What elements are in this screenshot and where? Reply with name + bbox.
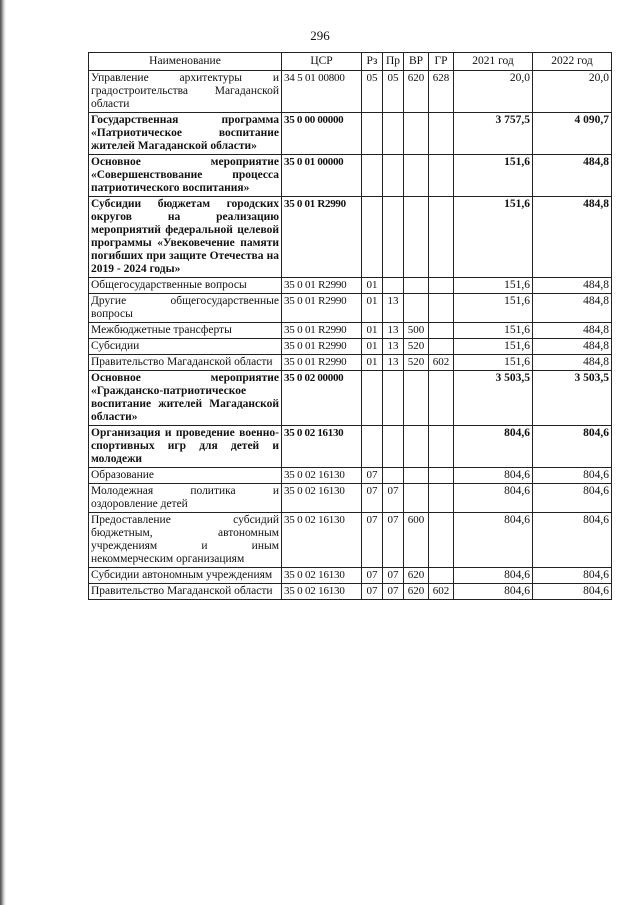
cell-gr: 628 [429,71,454,113]
cell-csr: 35 0 02 16130 [282,484,362,513]
cell-gr [429,426,454,468]
table-header-row [89,53,612,71]
cell-gr [429,294,454,323]
cell-2022: 20,0 [533,71,612,113]
cell-vr [404,197,429,278]
table-row [89,468,612,484]
table-row [89,584,612,600]
cell-name: Общегосударственные вопросы [89,278,282,294]
cell-csr: 35 0 02 16130 [282,584,362,600]
cell-vr: 620 [404,568,429,584]
cell-vr: 520 [404,355,429,371]
cell-name: Государственная программа «Патриотическое воспитание жителей Магаданской области» [89,113,282,155]
cell-pr [383,155,404,197]
cell-gr [429,278,454,294]
cell-csr: 35 0 01 R2990 [282,339,362,355]
header-rz: Рз [362,53,383,71]
cell-rz: 01 [362,278,383,294]
cell-csr: 35 0 01 R2990 [282,197,362,278]
cell-name: Организация и проведение военно-спортивных игр для детей и молодежи [89,426,282,468]
header-gr: ГР [429,53,454,71]
cell-2021: 3 757,5 [454,113,533,155]
table-row [89,323,612,339]
cell-csr: 35 0 02 16130 [282,513,362,568]
table-row [89,155,612,197]
cell-2021: 804,6 [454,568,533,584]
cell-csr: 35 0 02 16130 [282,426,362,468]
cell-rz [362,113,383,155]
cell-2022: 484,8 [533,355,612,371]
cell-csr: 35 0 02 16130 [282,468,362,484]
cell-gr [429,113,454,155]
cell-rz [362,371,383,426]
cell-rz [362,155,383,197]
cell-vr [404,468,429,484]
cell-pr [383,371,404,426]
cell-2022: 804,6 [533,513,612,568]
cell-gr: 602 [429,584,454,600]
cell-pr: 13 [383,339,404,355]
cell-2021: 804,6 [454,513,533,568]
cell-2021: 151,6 [454,323,533,339]
cell-csr: 35 0 01 00000 [282,155,362,197]
cell-rz: 05 [362,71,383,113]
cell-gr [429,484,454,513]
cell-2021: 151,6 [454,294,533,323]
cell-2022: 804,6 [533,468,612,484]
cell-rz [362,197,383,278]
cell-rz: 01 [362,355,383,371]
cell-vr [404,371,429,426]
cell-2022: 804,6 [533,484,612,513]
table-body [89,71,612,600]
cell-pr: 13 [383,323,404,339]
cell-pr: 13 [383,294,404,323]
page-number: 296 [310,28,330,43]
cell-name: Другие общегосударственные вопросы [89,294,282,323]
cell-gr [429,568,454,584]
cell-rz: 01 [362,294,383,323]
cell-2022: 804,6 [533,426,612,468]
cell-2021: 3 503,5 [454,371,533,426]
cell-pr [383,468,404,484]
cell-csr: 35 0 01 R2990 [282,294,362,323]
header-2021: 2021 год [454,53,533,71]
cell-rz: 07 [362,568,383,584]
table-row [89,71,612,113]
table-row [89,426,612,468]
cell-vr [404,294,429,323]
cell-csr: 35 0 02 16130 [282,568,362,584]
cell-name: Субсидии [89,339,282,355]
budget-table [88,52,612,600]
cell-csr: 35 0 00 00000 [282,113,362,155]
cell-vr [404,113,429,155]
cell-2021: 804,6 [454,484,533,513]
cell-2021: 151,6 [454,278,533,294]
cell-csr: 35 0 02 00000 [282,371,362,426]
header-2022: 2022 год [533,53,612,71]
cell-2022: 484,8 [533,278,612,294]
cell-pr [383,278,404,294]
cell-gr [429,323,454,339]
cell-2021: 804,6 [454,426,533,468]
table-row [89,355,612,371]
cell-2022: 484,8 [533,294,612,323]
cell-2021: 151,6 [454,339,533,355]
cell-name: Основное мероприятие «Гражданско-патриотическое воспитание жителей Магаданской области» [89,371,282,426]
cell-pr: 07 [383,584,404,600]
cell-name: Правительство Магаданской области [89,584,282,600]
cell-name: Основное мероприятие «Совершенствование процесса патриотического воспитания» [89,155,282,197]
cell-rz: 07 [362,584,383,600]
cell-vr: 500 [404,323,429,339]
cell-2022: 4 090,7 [533,113,612,155]
cell-gr [429,513,454,568]
cell-gr [429,155,454,197]
cell-gr [429,339,454,355]
cell-2022: 804,6 [533,568,612,584]
header-vr: ВР [404,53,429,71]
cell-pr: 07 [383,513,404,568]
cell-gr [429,197,454,278]
cell-pr [383,426,404,468]
cell-vr [404,155,429,197]
cell-rz: 07 [362,468,383,484]
cell-vr: 600 [404,513,429,568]
cell-pr [383,113,404,155]
cell-2022: 484,8 [533,323,612,339]
cell-rz: 07 [362,484,383,513]
cell-vr [404,426,429,468]
cell-pr: 05 [383,71,404,113]
cell-csr: 35 0 01 R2990 [282,278,362,294]
cell-2021: 151,6 [454,155,533,197]
cell-rz: 01 [362,339,383,355]
table-row [89,513,612,568]
cell-vr [404,278,429,294]
cell-2022: 484,8 [533,155,612,197]
table-row [89,484,612,513]
cell-rz: 07 [362,513,383,568]
cell-csr: 35 0 01 R2990 [282,355,362,371]
cell-2022: 484,8 [533,339,612,355]
cell-pr [383,197,404,278]
cell-name: Субсидии автономным учреждениям [89,568,282,584]
cell-pr: 07 [383,484,404,513]
cell-2021: 20,0 [454,71,533,113]
table-row [89,339,612,355]
table-row [89,113,612,155]
cell-rz [362,426,383,468]
table-row [89,568,612,584]
cell-gr [429,468,454,484]
cell-name: Субсидии бюджетам городских округов на реализацию мероприятий федеральной целевой программы «Увековечение памяти погибших при защите Отечества на 2019 - 2024 годы» [89,197,282,278]
cell-pr: 13 [383,355,404,371]
cell-vr: 620 [404,584,429,600]
cell-name: Управление архитектуры и градостроительства Магаданской области [89,71,282,113]
cell-vr [404,484,429,513]
cell-name: Молодежная политика и оздоровление детей [89,484,282,513]
cell-2021: 151,6 [454,197,533,278]
cell-name: Межбюджетные трансферты [89,323,282,339]
cell-name: Предоставление субсидий бюджетным, автономным учреждениям и иным некоммерческим организациям [89,513,282,568]
cell-name: Образование [89,468,282,484]
cell-gr [429,371,454,426]
cell-2021: 151,6 [454,355,533,371]
cell-vr: 520 [404,339,429,355]
scan-page-edge [0,0,6,905]
cell-name: Правительство Магаданской области [89,355,282,371]
cell-vr: 620 [404,71,429,113]
cell-rz: 01 [362,323,383,339]
cell-csr: 34 5 01 00800 [282,71,362,113]
cell-2021: 804,6 [454,584,533,600]
table-row [89,278,612,294]
cell-2021: 804,6 [454,468,533,484]
cell-csr: 35 0 01 R2990 [282,323,362,339]
header-csr: ЦСР [282,53,362,71]
cell-gr: 602 [429,355,454,371]
table-row [89,197,612,278]
header-name: Наименование [89,53,282,71]
table-row [89,371,612,426]
cell-2022: 3 503,5 [533,371,612,426]
cell-2022: 484,8 [533,197,612,278]
header-pr: Пр [383,53,404,71]
cell-2022: 804,6 [533,584,612,600]
table-row [89,294,612,323]
cell-pr: 07 [383,568,404,584]
